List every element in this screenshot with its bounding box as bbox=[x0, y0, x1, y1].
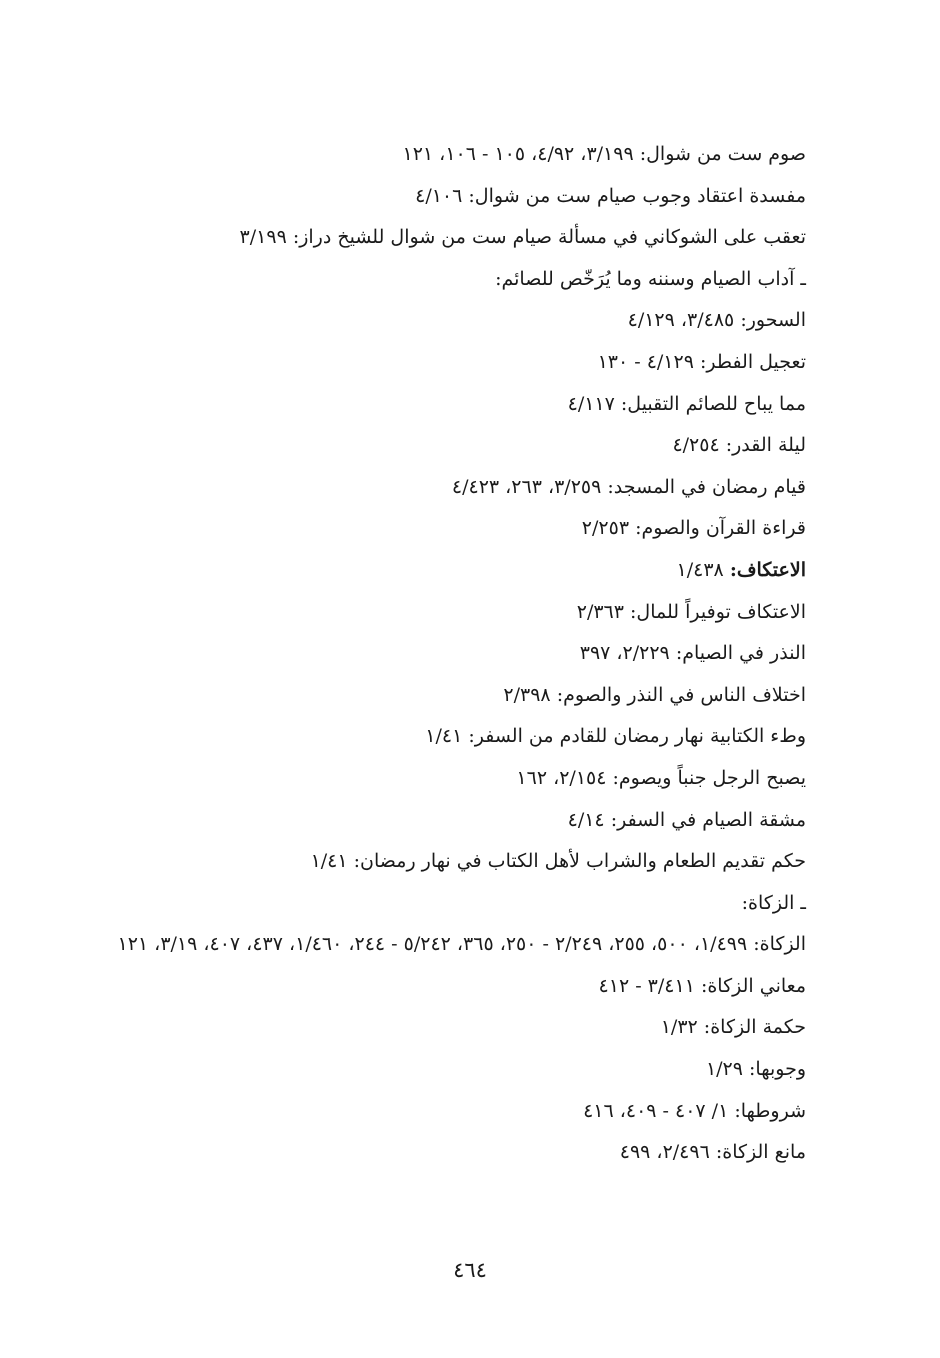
section-title: ـ آداب الصيام وسننه وما يُرَخّص للصائم: bbox=[495, 267, 806, 290]
entry-heading: السحور: bbox=[740, 309, 806, 332]
index-entry bbox=[86, 550, 806, 592]
entry-heading: الاعتكاف: bbox=[729, 558, 806, 581]
entry-heading: تعجيل الفطر: bbox=[699, 350, 806, 373]
entry-heading: اختلاف الناس في النذر والصوم: bbox=[556, 683, 806, 706]
entry-references: ٣/٤٨٥، ٤/١٢٩ bbox=[627, 309, 735, 332]
entry-references: ١/٤١ bbox=[310, 850, 348, 873]
entry-heading: معاني الزكاة: bbox=[700, 974, 806, 997]
entry-references: ٣/٢٥٩، ٢٦٣، ٤/٤٢٣ bbox=[451, 475, 602, 498]
index-entry bbox=[86, 675, 806, 717]
entry-references: ١/٢٩ bbox=[705, 1058, 743, 1081]
entry-heading: مشقة الصيام في السفر: bbox=[610, 808, 806, 831]
entry-heading: مما يباح للصائم التقبيل: bbox=[620, 392, 806, 415]
entry-heading: قراءة القرآن والصوم: bbox=[635, 517, 806, 540]
entry-references: ٢/٣٩٨ bbox=[503, 683, 551, 706]
entry-references: ٢/٤٩٦، ٤٩٩ bbox=[619, 1141, 710, 1164]
entry-heading: الزكاة: bbox=[753, 933, 806, 956]
index-entry bbox=[86, 758, 806, 800]
index-entry bbox=[86, 1049, 806, 1091]
entry-references: ٢/٣٦٣ bbox=[576, 600, 624, 623]
entry-references: ٣/١٩٩، ٤/٩٢، ١٠٥ - ١٠٦، ١٢١ bbox=[402, 143, 634, 165]
entry-references: ١/٤٩٩، ٥٠٠، ٢٥٥، ٢/٢٤٩ - ٢٥٠، ٣٦٥، ٥/٢٤٢ - ٢٤٤، ١/٤٦٠، ٤٣٧، ٤٠٧، ٣/١٩، ١٢١ bbox=[117, 933, 748, 956]
index-entry bbox=[86, 217, 806, 259]
entry-references: ٢/٢٥٣ bbox=[581, 517, 630, 540]
entry-references: ٤/١١٧ bbox=[567, 392, 615, 415]
index-entry bbox=[86, 800, 806, 842]
page-number: ٤٦٤ bbox=[453, 1258, 487, 1282]
entry-heading: حكم تقديم الطعام والشراب لأهل الكتاب في نهار رمضان: bbox=[353, 850, 806, 873]
entry-references: ٤/١٤ bbox=[567, 808, 605, 831]
entry-heading: قيام رمضان في المسجد: bbox=[607, 475, 806, 498]
entry-references: ٤/١٢٩ - ١٣٠ bbox=[597, 350, 694, 373]
entry-heading: صوم ست من شوال: bbox=[639, 143, 806, 165]
index-entry bbox=[86, 342, 806, 384]
entry-references: ١/٣٢ bbox=[660, 1016, 698, 1039]
entry-heading: مانع الزكاة: bbox=[715, 1141, 806, 1164]
index-entry bbox=[86, 1007, 806, 1049]
entry-references: ٢/٢٢٩، ٣٩٧ bbox=[579, 642, 670, 665]
entry-heading: حكمة الزكاة: bbox=[703, 1016, 806, 1039]
section-heading bbox=[86, 259, 806, 301]
index-entry bbox=[86, 134, 806, 176]
entry-references: ٤/٢٥٤ bbox=[672, 434, 720, 457]
index-entry bbox=[86, 1132, 806, 1174]
index-entry bbox=[86, 176, 806, 218]
entry-heading: النذر في الصيام: bbox=[675, 642, 806, 665]
entry-heading: وجوبها: bbox=[749, 1058, 806, 1081]
entry-references: ١/٤٣٨ bbox=[676, 558, 724, 581]
index-entry bbox=[86, 966, 806, 1008]
index-entry bbox=[86, 300, 806, 342]
index-entry bbox=[86, 508, 806, 550]
entry-heading: شروطها: bbox=[734, 1099, 806, 1122]
entry-heading: وطء الكتابية نهار رمضان للقادم من السفر: bbox=[468, 725, 806, 748]
index-entry bbox=[86, 924, 806, 966]
entry-heading: الاعتكاف توفيراً للمال: bbox=[630, 600, 806, 623]
index-entry bbox=[86, 384, 806, 426]
entry-heading: تعقب على الشوكاني في مسألة صيام ست من شوال للشيخ دراز: bbox=[292, 226, 806, 249]
entry-references: ٢/١٥٤، ١٦٢ bbox=[516, 766, 607, 789]
index-entry bbox=[86, 425, 806, 467]
section-heading bbox=[86, 883, 806, 925]
subject-index-list bbox=[86, 134, 806, 1174]
index-entry bbox=[86, 467, 806, 509]
entry-heading: ليلة القدر: bbox=[725, 434, 806, 457]
entry-heading: مفسدة اعتقاد وجوب صيام ست من شوال: bbox=[468, 184, 806, 207]
index-entry bbox=[86, 716, 806, 758]
entry-references: ٣/٤١١ - ٤١٢ bbox=[598, 974, 695, 997]
entry-references: ٤/١٠٦ bbox=[415, 184, 463, 207]
section-title: ـ الزكاة: bbox=[741, 891, 806, 914]
index-entry bbox=[86, 1091, 806, 1133]
index-entry bbox=[86, 633, 806, 675]
entry-references: ٣/١٩٩ bbox=[239, 226, 287, 249]
index-entry bbox=[86, 592, 806, 634]
entry-references: ١/٤١ bbox=[425, 725, 463, 748]
entry-references: ١/ ٤٠٧ - ٤٠٩، ٤١٦ bbox=[583, 1099, 729, 1122]
entry-heading: يصبح الرجل جنباً ويصوم: bbox=[612, 766, 806, 789]
index-entry bbox=[86, 841, 806, 883]
